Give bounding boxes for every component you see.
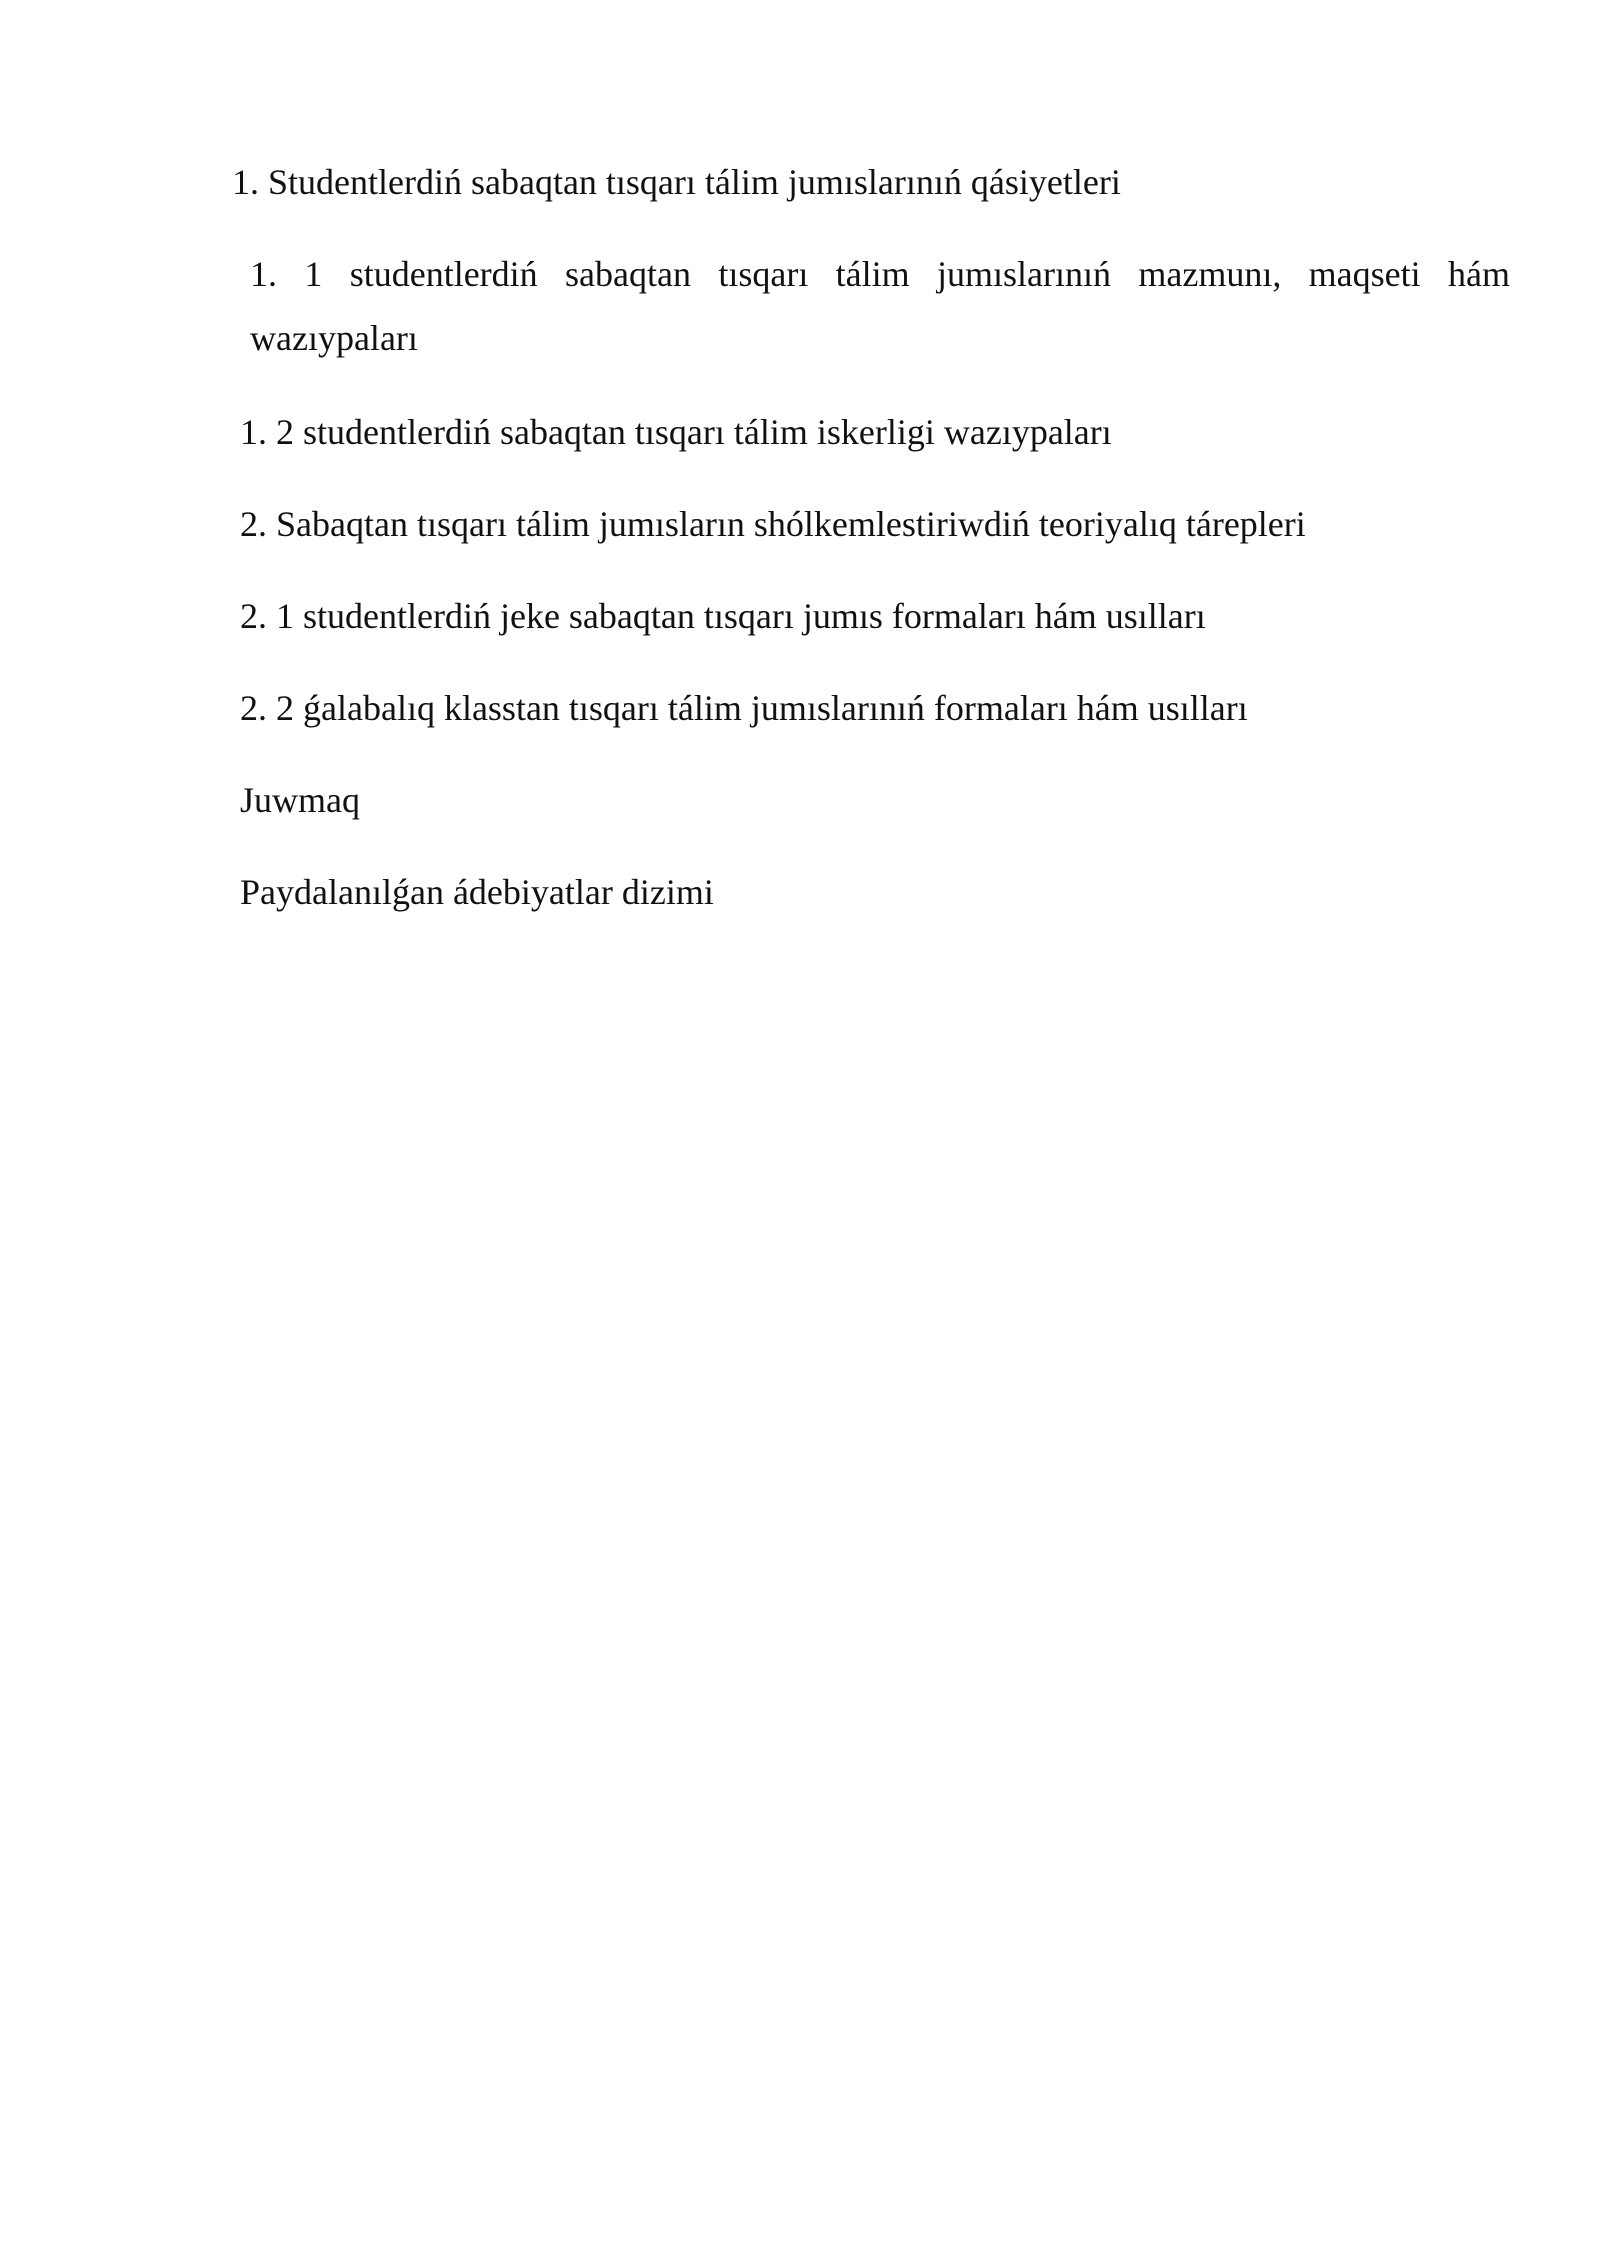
toc-item-2-1: 2. 1 studentlerdiń jeke sabaqtan tısqarı jumıs formaları hám usılları — [240, 596, 1206, 636]
toc-item-references: Paydalanılǵan ádebiyatlar dizimi — [240, 872, 714, 912]
toc-item-2-2: 2. 2 ǵalabalıq klasstan tısqarı tálim jumıslarınıń formaları hám usılları — [240, 688, 1248, 728]
toc-item-1-2: 1. 2 studentlerdiń sabaqtan tısqarı tálim iskerligi wazıypaları — [240, 412, 1112, 452]
toc-item-2: 2. Sabaqtan tısqarı tálim jumısların shólkemlestiriwdiń teoriyalıq tárepleri — [240, 504, 1306, 544]
toc-item-1-1: 1. 1 studentlerdiń sabaqtan tısqarı tálim jumıslarınıń mazmunı, maqseti hám wazıypaları — [250, 254, 1510, 358]
toc-item-conclusion: Juwmaq — [240, 780, 360, 820]
toc-item-1: 1. Studentlerdiń sabaqtan tısqarı tálim jumıslarınıń qásiyetleri — [232, 162, 1121, 202]
